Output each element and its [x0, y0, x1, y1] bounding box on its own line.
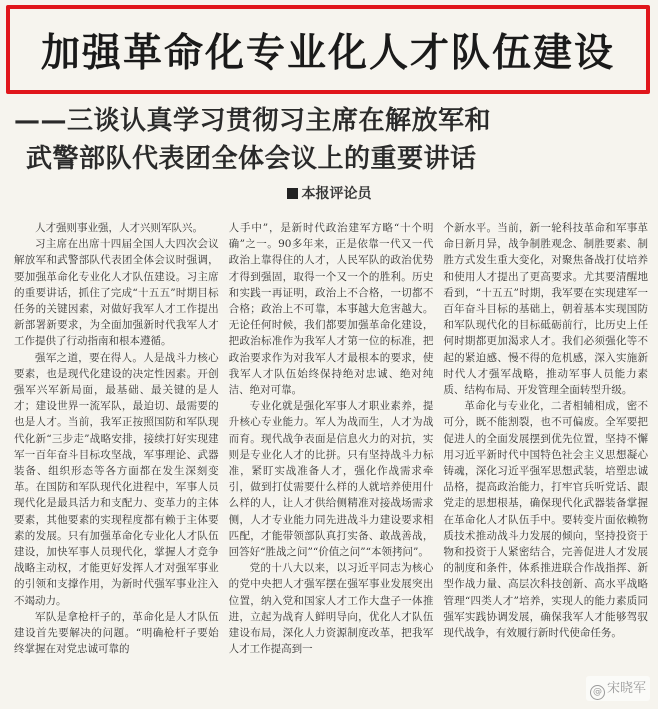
byline — [0, 183, 658, 203]
weibo-icon: @ — [590, 685, 605, 700]
paragraph: 个新水平。当前，新一轮科技革命和军事革命日新月异，战争制胜观念、制胜要素、制胜方式发生重大变化，对聚焦备战打仗培养和使用人才提出了更高要求。尤其要清醒地看到，“十五五”时期，我军要在实现建军一百年奋斗目标的基础上，朝着基本实现国防和军队现代化的目标砥砺前行，比历史上任何时期都更加渴求人才。我们必须强化等不起的紧迫感、慢不得的危机感，深入实施新时代人才强军战略，推动军事人员能力素质、结构布局、开发管理全面转型升级。 — [443, 222, 648, 397]
column-3 — [443, 220, 648, 704]
subtitle-line-2: 武警部队代表团全体会议上的重要讲话 — [26, 144, 477, 174]
watermark-text: 宋晓军 — [606, 681, 646, 696]
column-2 — [229, 220, 434, 704]
headline: 加强革命化专业化人才队伍建设 — [40, 30, 615, 76]
byline-text: 本报评论员 — [301, 186, 372, 202]
paragraph: 党的十八大以来，以习近平同志为核心的党中央把人才强军摆在强军事业发展突出位置，纳入党和国家人才工作大盘子一体推进，立起为战育人鲜明导向，优化人才队伍建设布局，深化人力资源制度改革，把我军人才工作提高到一 — [228, 562, 434, 656]
watermark — [586, 676, 650, 701]
headline-box — [6, 5, 650, 94]
paragraph: 人手中”，是新时代政治建军方略“十个明确”之一。90多年来，正是依靠一代又一代政治上靠得住的人才，人民军队的政治优势才得到强固，取得一个又一个的胜利。历史和实践一再证明，政治上不合格，一切都不合格；政治上不可靠，本事越大危害越大。无论任何时候，我们都要加强革命化建设，把政治标准作为我军人才第一位的标准，把政治要求作为对我军人才最根本的要求，使我军人才队伍始终保持绝对忠诚、绝对纯洁、绝对可靠。 — [228, 222, 434, 397]
paragraph: 革命化与专业化，二者相辅相成，密不可分，既不能割裂，也不可偏废。全军要把促进人的全面发展摆到优先位置，坚持不懈用习近平新时代中国特色社会主义思想凝心铸魂，深化习近平强军思想武装，培塑忠诚品格，提高政治能力，打牢官兵听党话、跟党走的思想根基，确保现代化武器装备掌握在革命化人才队伍手中。要转变片面依赖物质技术推动战斗力发展的倾向，坚持投资于物和投资于人紧密结合，完善促进人才发展的制度和条件，体系推进联合作战指挥、新型作战力量、高层次科技创新、高水平战略管理“四类人才”培养，实现人的能力素质同强军实践协调发展，确保我军人才能够驾驭现代战争，有效履行新时代使命任务。 — [443, 400, 648, 640]
paragraph: 习主席在出席十四届全国人大四次会议解放军和武警部队代表团全体会议时强调，要加强革命化专业化人才队伍建设。习主席的重要讲话，抓住了完成“十五五”时期目标任务的关键因素，对做好我军人才工作提出新部署新要求，为全面加强新时代我军人才工作提供了行动指南和根本遵循。 — [14, 238, 219, 348]
paragraph: 强军之道，要在得人。人是战斗力核心要素，也是现代化建设的决定性因素。开创强军兴军新局面，最基础、最关键的是人才；建设世界一流军队，最迫切、最需要的也是人才。当前，我军正按照国防和军队现代化新“三步走”战略安排，接续打好实现建军一百年奋斗目标攻坚战，军事理论、武器装备、组织形态等各方面都在发生深刻变革。在国防和军队现代化进程中，军事人员现代化是最具活力和支配力、变革力的主体要素，其他要素的实现程度都有赖于主体要素的发展。只有加强革命化专业化人才队伍建设，加快军事人员现代化，掌握人才竞争战略主动权，才能更好发挥人才对强军事业的引领和支撑作用，为新时代强军事业注入不竭动力。 — [14, 351, 219, 607]
paragraph: 人才强则事业强，人才兴则军队兴。 — [35, 222, 203, 234]
paragraph: 专业化就是强化军事人才职业素养，提升核心专业能力。军人为战而生，人才为战而育。现代战争表面是信息火力的对抗，实则是专业化人才的比拼。只有坚持战斗力标准，紧盯实战准备人才，强化作战需求牵引，做到打仗需要什么样的人就培养使用什么样的人，让人才供给侧精准对接战场需求侧，人才专业能力同先进战斗力建设要求相匹配，才能带领部队真打实备、敢战善战，回答好“胜战之问”“价值之问”“本领拷问”。 — [228, 400, 434, 559]
column-1 — [14, 220, 219, 704]
square-bullet-icon — [287, 188, 298, 199]
subtitle-line-1: ——三谈认真学习贯彻习主席在解放军和 — [14, 106, 492, 136]
paragraph: 军队是拿枪杆子的，革命化是人才队伍建设首先要解决的问题。“明确枪杆子要始终掌握在对党忠诚可靠的 — [14, 610, 219, 656]
article-body — [14, 220, 648, 704]
